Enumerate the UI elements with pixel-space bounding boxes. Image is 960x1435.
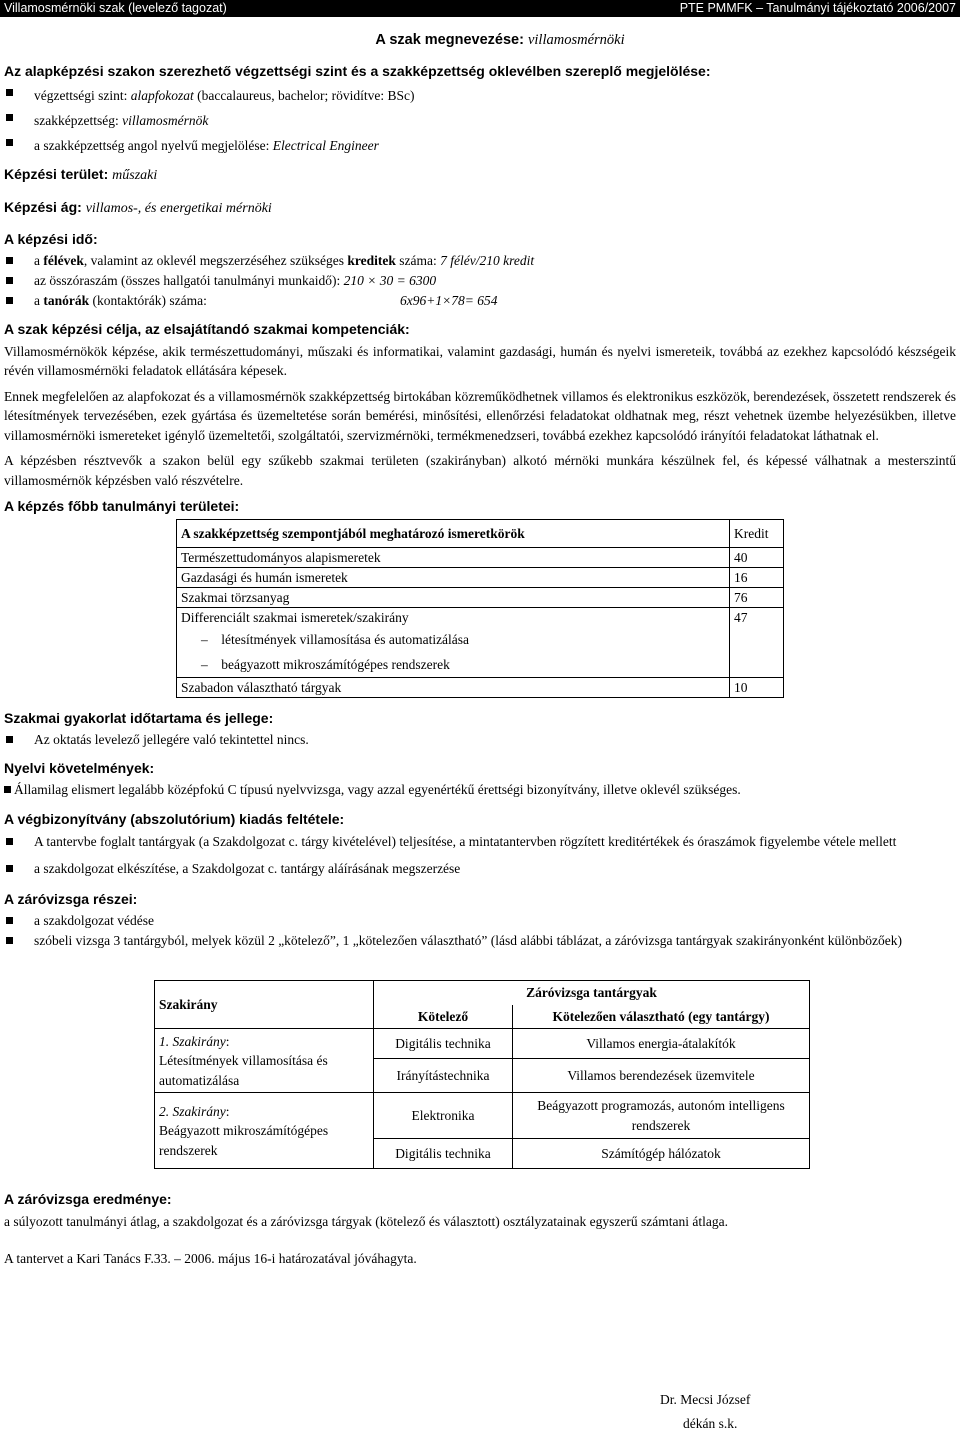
exam-result-text: a súlyozott tanulmányi átlag, a szakdolgozat és a záróvizsga tárgyak (kötelező és választott) osztályzatainak egyszerű számtani átlaga. [4, 1213, 728, 1229]
list-item: A tantervbe foglalt tantárgyak (a Szakdolgozat c. tárgy kivételével) teljesítése, a mintatantervben rögzített kreditértékek és óraszámok figyelembe vétele mellett [4, 832, 956, 852]
language-heading: Nyelvi követelmények: [4, 759, 155, 776]
list-item: az összóraszám (összes hallgatói tanulmányi munkaidő): 210 × 30 = 6300 [4, 271, 956, 291]
page-header [0, 0, 960, 17]
absolutorium-heading: A végbizonyítvány (abszolutórium) kiadás feltétele: [4, 811, 345, 828]
study-areas-heading: A képzés főbb tanulmányi területei: [4, 498, 240, 515]
list-item: végzettségi szint: alapfokozat (baccalaureus, bachelor; rövidítve: BSc) [4, 83, 956, 108]
goal-paragraph-2: Ennek megfelelően az alapfokozat és a villamosmérnök szakképzettség birtokában közreműködhetnek villamos és elektronikus eszközök, berendezések, összetett rendszerek és létesítmények tervezésében, ezek gyártása és üzemeltetése során bemérési, minősítési, ellenőrzési feladatokat oldhatnak meg, részt vehetnek üzembe helyezésükben, illetve villamosmérnöki ismereteket igénylő üzemeltetői, szolgáltatói, szervizmérnöki, termékmenedzseri, továbbá ezekhez kapcsolódó irányítói feladatokat láthatnak el. [4, 388, 956, 443]
list-item: Az oktatás levelező jellegére való tekintettel nincs. [4, 730, 956, 750]
specialization-cell: 2. Szakirány: Beágyazott mikroszámítógépes rendszerek [155, 1093, 374, 1169]
header-right: PTE PMMFK – Tanulmányi tájékoztató 2006/2007 [679, 1, 956, 15]
list-item: szakképzettség: villamosmérnök [4, 108, 956, 133]
list-item: szóbeli vizsga 3 tantárgyból, melyek közül 2 „kötelező”, 1 „kötelezően választható” (lásd alábbi táblázat, a záróvizsga tantárgyak szakirányonként különbözőek) [4, 931, 956, 951]
goal-paragraph-3: A képzésben résztvevők a szakon belül egy szűkebb szakmai területen (szakirányban) alkotó mérnöki munkára készülnek fel, és képessé válhatnak a mesterszintű villamosmérnök képzésben való részvételre. [4, 453, 956, 488]
signature-title: dékán s.k. [683, 1416, 738, 1431]
table-header: Kredit [730, 519, 784, 547]
table-header: Kötelező [374, 1005, 513, 1029]
degree-heading: Az alapképzési szakon szerezhető végzettségi szint és a szakképzettség oklevélben szereplő megjelölése: [4, 63, 711, 80]
list-item: a szakdolgozat elkészítése, a Szakdolgozat c. tantárgy aláírásának megszerzése [4, 859, 956, 879]
table-row: Szabadon választható tárgyak 10 [177, 677, 784, 697]
goal-paragraph-1: Villamosmérnökök képzése, akik természettudományi, műszaki és informatikai, valamint gazdasági, humán és nyelvi ismereteik, továbbá az ezekhez kapcsolódó készségeik révén villamosmérnöki feladatok ellátására képesek. [4, 343, 956, 379]
exam-result-heading: A záróvizsga eredménye: [4, 1191, 172, 1208]
table-row [177, 519, 784, 547]
page-title: A szak megnevezése: villamosmérnöki [375, 32, 625, 48]
table-header: A szakképzettség szempontjából meghatározó ismeretkörök [177, 519, 730, 547]
table-row: Irányítástechnika Villamos berendezések üzemvitele [155, 1059, 810, 1093]
approval-text: A tantervet a Kari Tanács F.33. – 2006. május 16-i határozatával jóváhagyta. [4, 1251, 417, 1267]
document-body [4, 30, 956, 1275]
table-header: Szakirány [155, 981, 374, 1029]
specialization-cell: 1. Szakirány: Létesítmények villamosítása és automatizálása [155, 1029, 374, 1093]
table-row: Szakmai törzsanyag 76 [177, 587, 784, 607]
table-row: Differenciált szakmai ismeretek/szakirány – létesítmények villamosítása és automatizálása – beágyazott mikroszámítógépes rendszerek 47 [177, 607, 784, 677]
list-item: a szakképzettség angol nyelvű megjelölése: Electrical Engineer [4, 133, 956, 158]
table-row: Gazdasági és humán ismeretek 16 [177, 567, 784, 587]
signature-name: Dr. Mecsi József [660, 1392, 751, 1407]
branch-line: Képzési ág: villamos-, és energetikai mérnöki [4, 198, 272, 216]
table-row: 2. Szakirány: Beágyazott mikroszámítógépes rendszerek Elektronika Beágyazott programozás, autonóm intelligens rendszerek [155, 1093, 810, 1139]
duration-heading: A képzési idő: [4, 230, 98, 247]
exam-parts-heading: A záróvizsga részei: [4, 890, 138, 907]
goal-heading: A szak képzési célja, az elsajátítandó szakmai kompetenciák: [4, 321, 410, 338]
language-item: Államilag elismert legalább középfokú C típusú nyelvvizsga, vagy azzal egyenértékű érettségi bizonyítvány, illetve oklevél szükséges. [4, 780, 956, 800]
table-row: Természettudományos alapismeretek 40 [177, 547, 784, 567]
table-header: Kötelezően választható (egy tantárgy) [513, 1005, 810, 1029]
study-areas-table [176, 519, 784, 698]
degree-list [4, 83, 956, 158]
header-left: Villamosmérnöki szak (levelező tagozat) [4, 1, 227, 15]
exam-subjects-table [154, 980, 810, 1169]
duration-list [4, 251, 956, 311]
table-header: Záróvizsga tantárgyak [374, 981, 810, 1005]
table-row [155, 981, 810, 1005]
practice-list [4, 730, 956, 750]
area-line: Képzési terület: műszaki [4, 166, 158, 184]
list-item: a félévek, valamint az oklevél megszerzéséhez szükséges kreditek száma: 7 félév/210 kredit [4, 251, 956, 271]
exam-parts-list [4, 911, 956, 950]
bullet-icon [4, 786, 11, 793]
list-item: a szakdolgozat védése [4, 911, 956, 931]
table-row: 1. Szakirány: Létesítmények villamosítása és automatizálása Digitális technika Villamos energia-átalakítók [155, 1029, 810, 1059]
practice-heading: Szakmai gyakorlat időtartama és jellege: [4, 709, 274, 726]
table-row: Digitális technika Számítógép hálózatok [155, 1139, 810, 1169]
absolutorium-list [4, 832, 956, 879]
list-item: a tanórák (kontaktórák) száma: 6x96+1×78= 654 [4, 291, 956, 311]
